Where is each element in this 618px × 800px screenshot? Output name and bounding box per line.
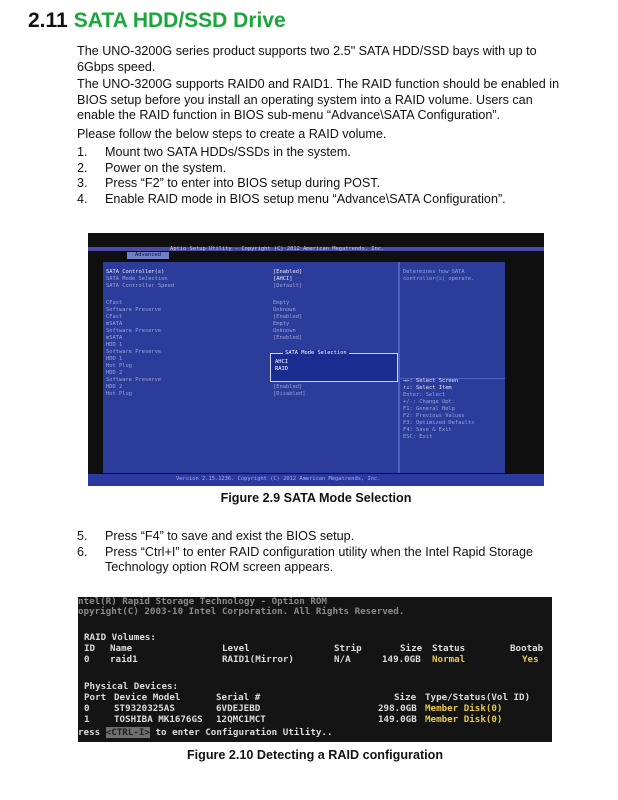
bios-value: Empty xyxy=(273,300,290,306)
list-item: 6. Press “Ctrl+I” to enter RAID configuration utility when the Intel Rapid Storage Technology option ROM screen appears. xyxy=(77,544,534,575)
bios-item: Software Preserve xyxy=(106,328,162,334)
bios-key: ESC: Exit xyxy=(403,434,433,440)
table-row: 0 xyxy=(84,703,90,714)
bios-main-pane xyxy=(103,262,505,473)
bios-item: Software Preserve xyxy=(106,307,162,313)
bios-value: [Enabled] xyxy=(273,314,303,320)
raid-volumes-header: RAID Volumes: xyxy=(84,632,156,643)
bios-tab-advanced: Advanced xyxy=(127,252,169,259)
raid-screenshot: ntel(R) Rapid Storage Technology - Option ROM opyright(C) 2003-10 Intel Corporation. All Rights Reserved. RAID Volumes: ID Name Level Strip Size Status Bootab 0 raid1 RAID1(Mirror) N/A 149.0GB Normal Yes Physical Devices: Port Device Model Serial # Size Type/Status(Vol ID) 0 ST9320325AS 6VDEJEBD 298.0GB Member Disk(0) 1 TOSHIBA MK1676GS 12QMC1MCT 149.0GB Member Disk(0) ress <CTRL-I> to enter Configuration Utility.. xyxy=(78,597,552,742)
bios-item: Software Preserve xyxy=(106,349,162,355)
bios-value: [Default] xyxy=(273,283,303,289)
bios-key: F2: Previous Values xyxy=(403,413,465,419)
bios-item: SATA Mode Selection xyxy=(106,276,168,282)
table-row: 1 xyxy=(84,714,90,725)
section-title: SATA HDD/SSD Drive xyxy=(73,9,286,32)
bios-footer: Version 2.15.1236. Copyright (C) 2012 American Megatrends, Inc. xyxy=(88,474,544,486)
bios-value: [Enabled] xyxy=(273,269,303,275)
bios-help: controller(s) operate. xyxy=(403,276,475,282)
bios-item: HDD 2 xyxy=(106,370,123,376)
bios-item: HDD 1 xyxy=(106,356,123,362)
bios-key: F3: Optimized Defaults xyxy=(403,420,475,426)
bios-value: [Disabled] xyxy=(273,391,306,397)
bios-value: Empty xyxy=(273,321,290,327)
bios-value: [Enabled] xyxy=(273,384,303,390)
bios-item: HDD 1 xyxy=(106,342,123,348)
bios-key: Enter: Select xyxy=(403,392,446,398)
popup-title: SATA Mode Selection xyxy=(285,350,347,356)
bios-item: mSATA xyxy=(106,321,123,327)
bios-item: CFast xyxy=(106,314,123,320)
bios-screenshot xyxy=(88,233,544,486)
figure-caption: Figure 2.9 SATA Mode Selection xyxy=(220,491,412,505)
figure-caption: Figure 2.10 Detecting a RAID configuration xyxy=(186,748,444,762)
list-item: 4. Enable RAID mode in BIOS setup menu “Advance\SATA Configuration”. xyxy=(77,191,506,206)
bios-item: Hot Plug xyxy=(106,391,132,397)
popup-option-raid: RAID xyxy=(275,366,288,372)
paragraph-speed: The UNO-3200G series product supports two 2.5" SATA HDD/SSD bays with up to 6Gbps speed. xyxy=(77,44,537,74)
bios-value: [AHCI] xyxy=(273,276,293,282)
list-item: 5. Press “F4” to save and exist the BIOS setup. xyxy=(77,529,355,543)
popup-option-ahci: AHCI xyxy=(275,359,288,365)
bios-value: [Enabled] xyxy=(273,335,303,341)
bios-key: →←: Select Screen xyxy=(403,378,459,384)
steps-list-b xyxy=(77,529,567,576)
section-number: 2.11 xyxy=(28,9,68,32)
bios-title: Aptio Setup Utility - Copyright (C) 2012 American Megatrends, Inc. xyxy=(170,246,385,252)
bios-value: Unknown xyxy=(273,307,296,313)
list-item: 1. Mount two SATA HDDs/SSDs in the system. xyxy=(77,145,351,159)
bios-item: CFast xyxy=(106,300,123,306)
bios-item: Software Preserve xyxy=(106,377,162,383)
paragraph-raid: The UNO-3200G supports RAID0 and RAID1. The RAID function should be enabled in BIOS setup before you install an operating system into a RAID volume. Users can enable the RAID function in BIOS sub-menu “Advance\SATA Configuration”. xyxy=(77,77,560,123)
paragraph-instructions: Please follow the below steps to create a RAID volume. xyxy=(77,127,387,141)
bios-key: +/-: Change Opt. xyxy=(403,399,455,405)
bios-help: Determines how SATA xyxy=(403,269,465,275)
list-item: 3. Press “F2” to enter into BIOS setup during POST. xyxy=(77,176,381,191)
physical-devices-header: Physical Devices: xyxy=(84,681,179,692)
bios-key: F1: General Help xyxy=(403,406,455,412)
section-heading xyxy=(28,9,286,33)
bios-item: Hot Plug xyxy=(106,363,132,369)
steps-list-a xyxy=(77,145,567,207)
sata-mode-popup xyxy=(270,350,398,382)
bios-item: SATA Controller(s) xyxy=(106,269,165,275)
bios-key: F4: Save & Exit xyxy=(403,427,452,433)
raid-press-line: ress <CTRL-I> to enter Configuration Utility.. xyxy=(78,727,333,738)
bios-item: SATA Controller Speed xyxy=(106,283,175,289)
table-row: 0 xyxy=(84,654,90,665)
bios-item: HDD 2 xyxy=(106,384,123,390)
bios-item: mSATA xyxy=(106,335,123,341)
bios-key: ↑↓: Select Item xyxy=(403,385,452,391)
bios-value: Unknown xyxy=(273,328,296,334)
list-item: 2. Power on the system. xyxy=(77,160,227,175)
